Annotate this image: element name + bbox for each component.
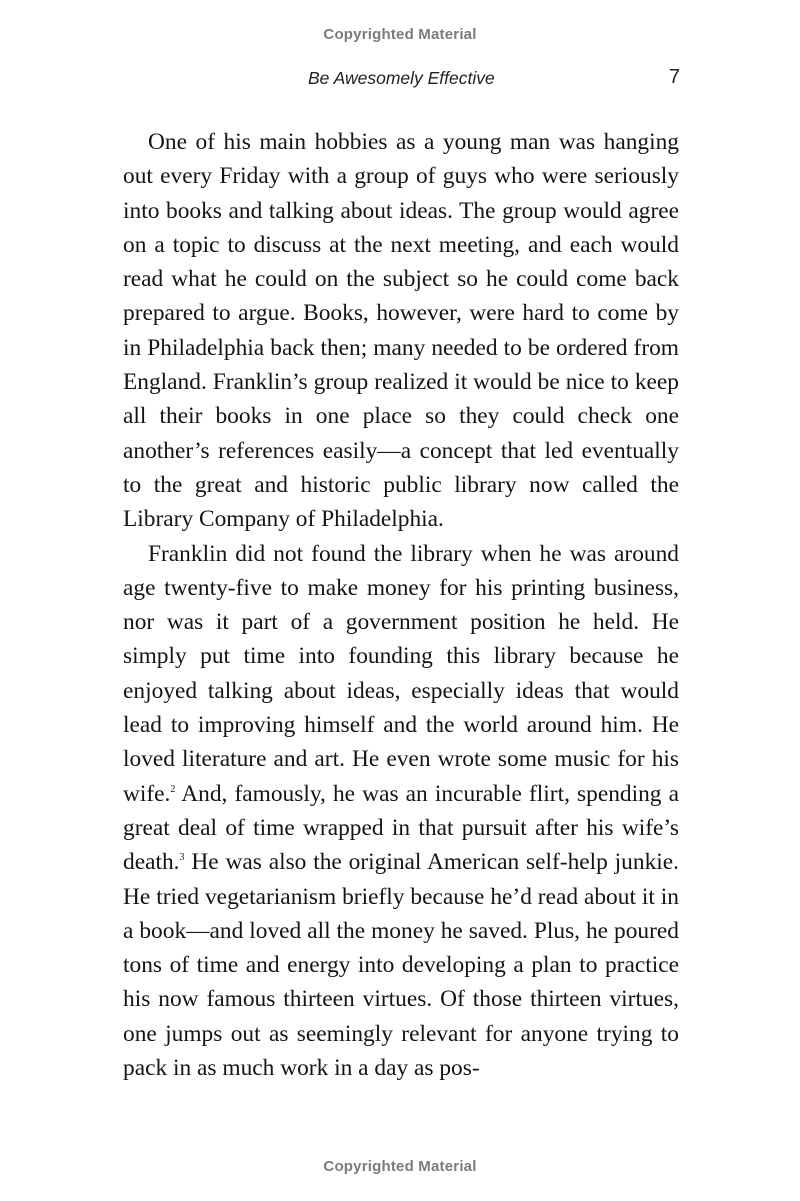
page-number: 7 (668, 66, 680, 88)
footnote-ref-3[interactable]: 3 (179, 852, 185, 864)
paragraph-2-text-a: Franklin did not found the library when he was around age twenty-five to make money for his printing business, nor was it part of a government position he held. He simply put time into founding this library because he enjoyed talking about ideas, especially ideas that would lead to improving himself and the world around him. He loved literature and art. He even wrote some music for his wife. (123, 540, 679, 807)
body-text (123, 125, 679, 1085)
footnote-ref-2[interactable]: 2 (170, 783, 176, 795)
watermark-bottom: Copyrighted Material (323, 1158, 477, 1175)
paragraph-1 (123, 125, 679, 537)
watermark-top: Copyrighted Material (323, 26, 477, 43)
paragraph-2 (123, 537, 679, 1086)
paragraph-1-text: One of his main hobbies as a young man was hanging out every Friday with a group of guys who were seriously into books and talking about ideas. The group would agree on a topic to discuss at the next meeting, and each would read what he could on the subject so he could come back prepared to argue. Books, however, were hard to come by in Philadelphia back then; many needed to be ordered from England. Franklin’s group realized it would be nice to keep all their books in one place so they could check one another’s references easily—a concept that led eventually to the great and historic public library now called the Library Company of Philadelphia. (123, 129, 679, 533)
running-head (120, 66, 680, 94)
chapter-title: Be Awesomely Effective (308, 68, 495, 88)
paragraph-2-text-b: And, famously, he was an incurable flirt, spending a great deal of time wrapped in that pursuit after his wife’s death. (123, 780, 679, 876)
paragraph-2-text-c: He was also the original American self-help junkie. He tried vegetarianism briefly because he’d read about it in a book—and loved all the money he saved. Plus, he poured tons of time and energy into developing a plan to practice his now famous thirteen virtues. Of those thirteen virtues, one jumps out as seemingly relevant for anyone trying to pack in as much work in a day as pos- (123, 849, 679, 1082)
